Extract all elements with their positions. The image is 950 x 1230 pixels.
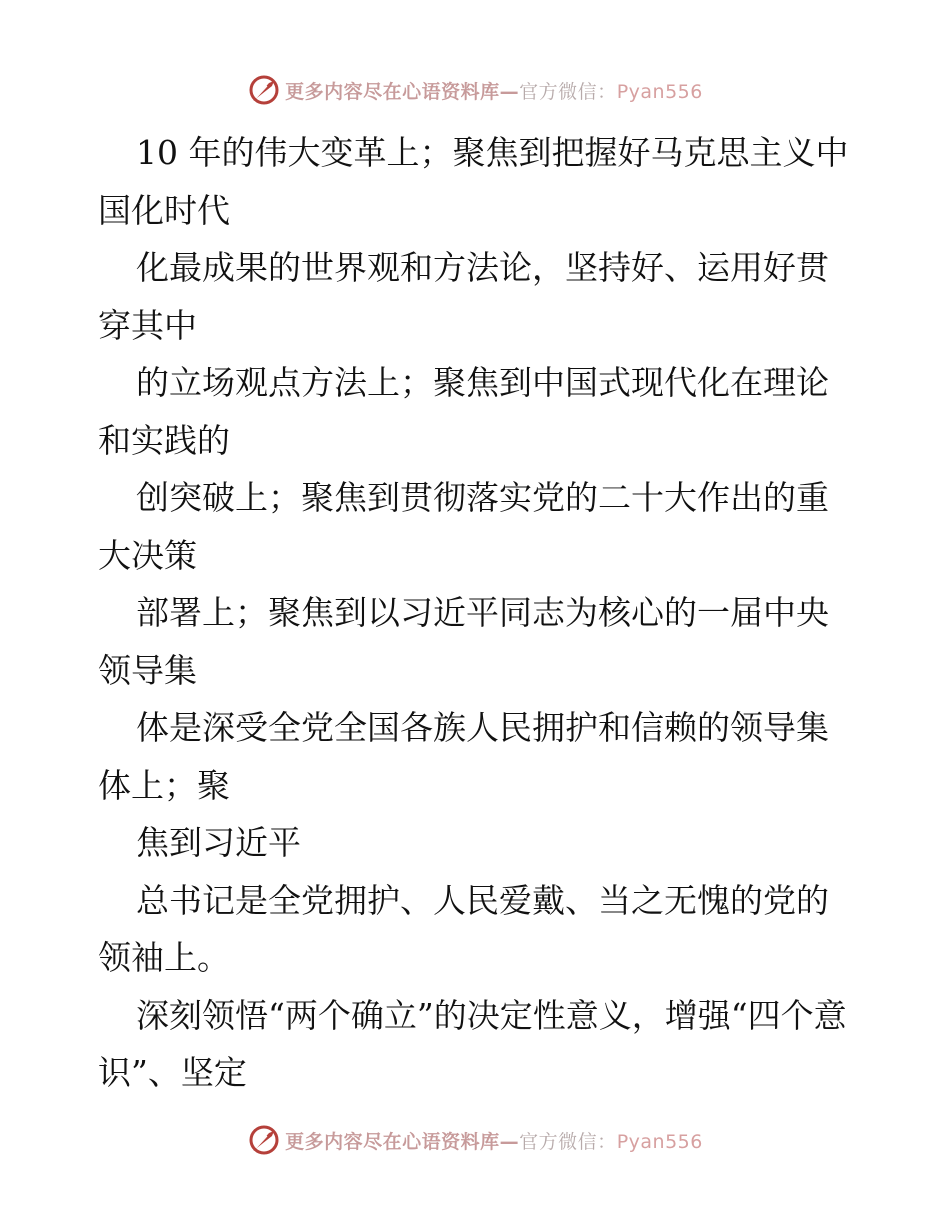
footer-wechat-label: 官方微信：	[519, 1130, 617, 1153]
footer-banner-text	[285, 1127, 703, 1154]
paragraph-5: 部署上；聚焦到以习近平同志为核心的一届中央领导集	[98, 593, 829, 690]
document-body	[98, 124, 858, 1102]
footer-banner	[0, 1120, 950, 1160]
paragraph-1: 10 年的伟大变革上；聚焦到把握好马克思主义中国化时代	[98, 133, 849, 230]
header-wechat-id: Pyan556	[616, 80, 703, 103]
header-banner-text	[285, 77, 703, 104]
quill-pen-circle-logo-icon	[247, 1123, 281, 1157]
paragraph-9: 深刻领悟“两个确立”的决定性意义，增强“四个意识”、坚定	[98, 995, 847, 1092]
header-dash: —	[499, 80, 520, 103]
paragraph-4: 创突破上；聚焦到贯彻落实党的二十大作出的重大决策	[98, 478, 829, 575]
header-wechat-label: 官方微信：	[519, 80, 617, 103]
paragraph-3: 的立场观点方法上；聚焦到中国式现代化在理论和实践的	[98, 363, 829, 460]
paragraph-8: 总书记是全党拥护、人民爱戴、当之无愧的党的领袖上。	[98, 880, 829, 977]
header-banner	[0, 70, 950, 110]
paragraph-2: 化最成果的世界观和方法论，坚持好、运用好贯穿其中	[98, 248, 829, 345]
header-site-text: 更多内容尽在心语资料库	[285, 80, 500, 103]
quill-pen-circle-logo-icon	[247, 73, 281, 107]
paragraph-7: 焦到习近平	[136, 823, 301, 862]
footer-dash: —	[499, 1130, 520, 1153]
footer-wechat-id: Pyan556	[616, 1130, 703, 1153]
footer-site-text: 更多内容尽在心语资料库	[285, 1130, 500, 1153]
paragraph-6: 体是深受全党全国各族人民拥护和信赖的领导集体上；聚	[98, 708, 829, 805]
